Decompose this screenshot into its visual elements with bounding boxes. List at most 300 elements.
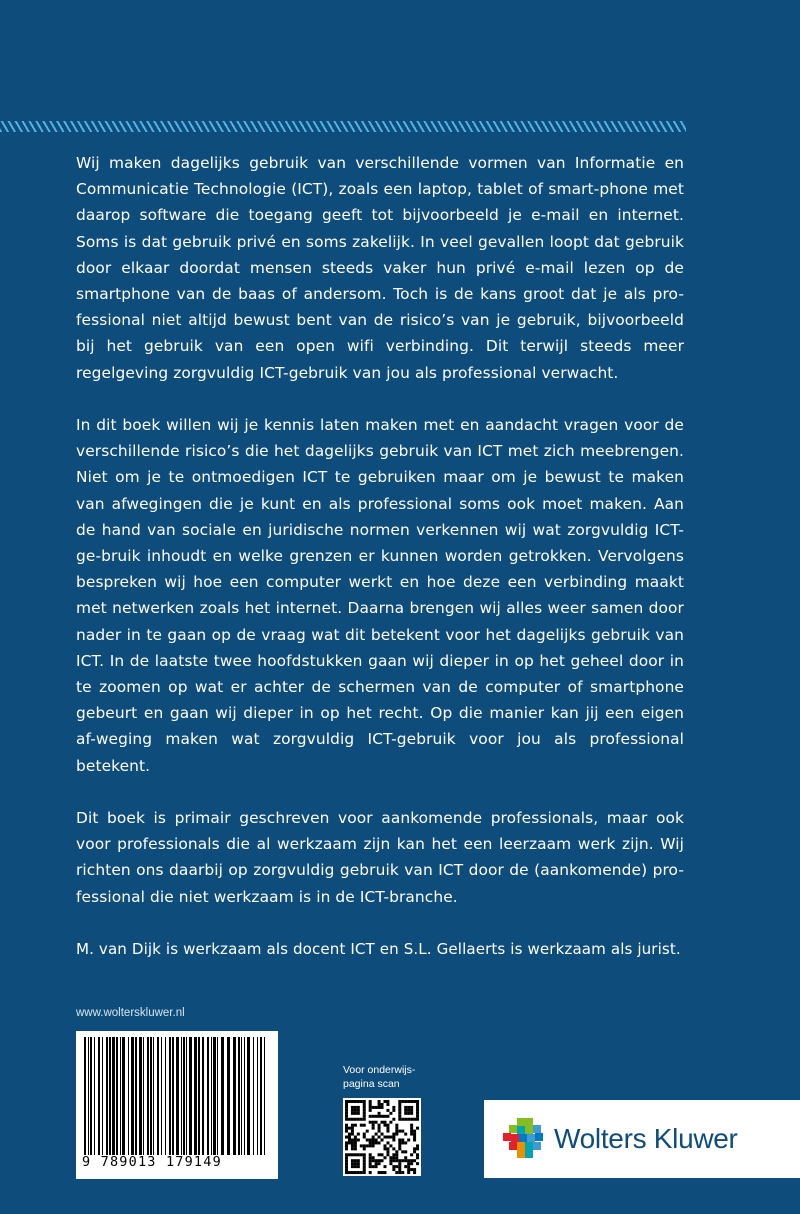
blurb-paragraph-1: Wij maken dagelijks gebruik van verschillende vormen van Informatie en Communicatie Technologie (ICT), zoals een laptop, tablet of smart-phone met daarop software die toegang geeft tot bijvoorbeeld je e-mail en internet. Soms is dat gebruik privé en soms zakelijk. In veel gevallen loopt dat gebruik door elkaar doordat mensen steeds vaker hun privé e-mail lezen op de smartphone van de baas of andersom. Toch is de kans groot dat je als pro-fessional niet altijd bewust bent van de risico’s van je gebruik, bijvoorbeeld bij het gebruik van een open wifi verbinding. Dit terwijl steeds meer regelgeving zorgvuldig ICT-gebruik van jou als professional verwacht. <box>76 154 684 382</box>
barcode-bar <box>207 1037 209 1155</box>
barcode-bar <box>102 1037 103 1155</box>
qr-module <box>354 1165 357 1168</box>
barcode-bar <box>153 1037 154 1155</box>
qr-module <box>386 1130 389 1133</box>
qr-module <box>345 1109 348 1112</box>
qr-module <box>345 1112 348 1115</box>
qr-module <box>372 1106 375 1109</box>
qr-module <box>369 1100 372 1103</box>
barcode-bar <box>112 1037 115 1155</box>
qr-module <box>413 1168 416 1171</box>
qr-module <box>348 1141 351 1144</box>
barcode-bar <box>238 1037 240 1155</box>
qr-module <box>401 1171 404 1174</box>
qr-module <box>351 1118 354 1121</box>
qr-module <box>389 1136 392 1139</box>
qr-module <box>404 1133 407 1136</box>
qr-module <box>416 1112 419 1115</box>
qr-module <box>416 1109 419 1112</box>
qr-module <box>354 1112 357 1115</box>
qr-module <box>395 1133 398 1136</box>
barcode-bar <box>247 1037 250 1155</box>
barcode-bar <box>176 1037 179 1155</box>
qr-module <box>372 1124 375 1127</box>
qr-module <box>360 1100 363 1103</box>
qr-module <box>360 1118 363 1121</box>
qr-caption <box>343 1063 433 1091</box>
qr-module <box>392 1165 395 1168</box>
qr-module <box>354 1138 357 1141</box>
qr-module <box>345 1153 348 1156</box>
qr-module <box>351 1133 354 1136</box>
qr-module <box>348 1127 351 1130</box>
qr-module <box>413 1100 416 1103</box>
qr-module <box>378 1100 381 1103</box>
publisher-name: Wolters Kluwer <box>554 1123 738 1154</box>
qr-module <box>378 1153 381 1156</box>
qr-module <box>369 1144 372 1147</box>
qr-module <box>404 1141 407 1144</box>
qr-module <box>389 1156 392 1159</box>
qr-module <box>416 1144 419 1147</box>
qr-module <box>378 1115 381 1118</box>
qr-module <box>395 1159 398 1162</box>
qr-module <box>389 1159 392 1162</box>
qr-module <box>348 1136 351 1139</box>
barcode-icon <box>82 1037 272 1155</box>
qr-module <box>363 1144 366 1147</box>
barcode-bar <box>84 1037 86 1155</box>
qr-module <box>395 1153 398 1156</box>
qr-module <box>395 1156 398 1159</box>
qr-module <box>386 1127 389 1130</box>
barcode-bar <box>181 1037 182 1155</box>
qr-module <box>386 1150 389 1153</box>
qr-module <box>363 1168 366 1171</box>
qr-module <box>372 1144 375 1147</box>
qr-module <box>410 1106 413 1109</box>
authors-paragraph: M. van Dijk is werkzaam als docent ICT en S.L. Gellaerts is werkzaam als jurist. <box>76 940 681 959</box>
qr-module <box>351 1124 354 1127</box>
qr-module <box>369 1171 372 1174</box>
qr-module <box>401 1141 404 1144</box>
qr-module <box>389 1144 392 1147</box>
qr-module <box>416 1162 419 1165</box>
qr-module <box>378 1127 381 1130</box>
qr-module <box>348 1100 351 1103</box>
qr-module <box>369 1103 372 1106</box>
qr-module <box>348 1138 351 1141</box>
qr-module <box>392 1168 395 1171</box>
qr-module <box>410 1130 413 1133</box>
back-cover-blurb <box>76 150 684 988</box>
qr-module <box>404 1159 407 1162</box>
qr-module <box>363 1124 366 1127</box>
qr-module <box>413 1130 416 1133</box>
qr-module <box>407 1112 410 1115</box>
qr-module <box>381 1106 384 1109</box>
qr-module <box>345 1130 348 1133</box>
qr-module <box>360 1171 363 1174</box>
qr-module <box>383 1156 386 1159</box>
qr-module <box>401 1138 404 1141</box>
qr-module <box>416 1100 419 1103</box>
qr-caption-line-2: pagina scan <box>343 1078 400 1090</box>
qr-module <box>407 1168 410 1171</box>
qr-module <box>398 1171 401 1174</box>
qr-module <box>381 1133 384 1136</box>
barcode-bar <box>165 1037 166 1155</box>
qr-module <box>398 1159 401 1162</box>
qr-module <box>345 1124 348 1127</box>
qr-module <box>354 1159 357 1162</box>
qr-module <box>378 1130 381 1133</box>
qr-module <box>351 1165 354 1168</box>
qr-module <box>372 1115 375 1118</box>
qr-module <box>345 1162 348 1165</box>
qr-module <box>404 1109 407 1112</box>
qr-module <box>354 1153 357 1156</box>
qr-module <box>372 1156 375 1159</box>
qr-module <box>386 1136 389 1139</box>
qr-module <box>398 1147 401 1150</box>
qr-module <box>357 1153 360 1156</box>
qr-module <box>375 1115 378 1118</box>
qr-module <box>357 1133 360 1136</box>
qr-module <box>398 1141 401 1144</box>
qr-module <box>410 1109 413 1112</box>
qr-module <box>357 1106 360 1109</box>
qr-module <box>378 1106 381 1109</box>
qr-module <box>372 1127 375 1130</box>
qr-module <box>354 1144 357 1147</box>
qr-module <box>407 1171 410 1174</box>
qr-module <box>345 1118 348 1121</box>
qr-module <box>351 1138 354 1141</box>
qr-module <box>386 1153 389 1156</box>
qr-module <box>398 1144 401 1147</box>
qr-module <box>375 1162 378 1165</box>
qr-module <box>354 1100 357 1103</box>
qr-module <box>395 1165 398 1168</box>
barcode-bar <box>128 1037 129 1155</box>
qr-module <box>357 1171 360 1174</box>
qr-module <box>383 1165 386 1168</box>
qr-module <box>383 1136 386 1139</box>
qr-module <box>363 1159 366 1162</box>
barcode-bar <box>122 1037 125 1155</box>
qr-module <box>345 1165 348 1168</box>
qr-module <box>398 1106 401 1109</box>
qr-module <box>416 1153 419 1156</box>
qr-module <box>351 1144 354 1147</box>
qr-module <box>395 1124 398 1127</box>
qr-module <box>357 1112 360 1115</box>
qr-module <box>369 1159 372 1162</box>
qr-module <box>363 1153 366 1156</box>
qr-module <box>383 1144 386 1147</box>
barcode-bar <box>172 1037 174 1155</box>
qr-module <box>348 1133 351 1136</box>
qr-module <box>375 1165 378 1168</box>
isbn-barcode <box>76 1031 278 1179</box>
qr-module <box>363 1112 366 1115</box>
barcode-bar <box>88 1037 89 1155</box>
qr-module <box>363 1156 366 1159</box>
qr-module <box>381 1121 384 1124</box>
qr-module <box>389 1121 392 1124</box>
qr-module <box>392 1118 395 1121</box>
qr-module <box>345 1171 348 1174</box>
qr-module <box>369 1141 372 1144</box>
qr-module <box>413 1147 416 1150</box>
qr-module <box>410 1127 413 1130</box>
barcode-bar <box>169 1037 171 1155</box>
qr-module <box>383 1171 386 1174</box>
qr-module <box>416 1156 419 1159</box>
qr-module <box>386 1147 389 1150</box>
publisher-logo-panel <box>484 1100 800 1178</box>
barcode-bar <box>241 1037 242 1155</box>
qr-module <box>410 1168 413 1171</box>
qr-module <box>383 1115 386 1118</box>
qr-module <box>345 1147 348 1150</box>
qr-module <box>363 1100 366 1103</box>
qr-module <box>372 1159 375 1162</box>
qr-module <box>398 1100 401 1103</box>
qr-module <box>345 1115 348 1118</box>
qr-module <box>410 1118 413 1121</box>
qr-module <box>392 1133 395 1136</box>
blurb-paragraph-2: In dit boek willen wij je kennis laten maken met en aandacht vragen voor de verschillende risico’s die het dagelijks gebruik van ICT met zich meebrengen. Niet om je te ontmoedigen ICT te gebruiken maar om je bewust te maken van afwegingen die je kunt en als professional soms ook moet maken. Aan de hand van sociale en juridische normen verkennen wij wat zorgvuldig ICT-ge-bruik inhoudt en welke grenzen er kunnen worden getrokken. Vervolgens bespreken wij hoe een computer werkt en hoe deze een verbinding maakt met netwerken zoals het internet. Daarna brengen wij alles weer samen door nader in te gaan op de vraag wat dit betekent voor het dagelijks gebruik van ICT. In de laatste twee hoofdstukken gaan wij dieper in op het geheel door in te zoomen op wat er achter de schermen van de computer of smartphone gebeurt en gaan wij dieper in op het recht. Op die manier kan jij een eigen af-weging maken wat zorgvuldig ICT-gebruik voor jou als professional betekent. <box>76 416 684 775</box>
qr-module <box>354 1124 357 1127</box>
qr-module <box>375 1138 378 1141</box>
qr-module <box>398 1165 401 1168</box>
qr-module <box>416 1115 419 1118</box>
qr-module <box>378 1124 381 1127</box>
qr-module <box>345 1144 348 1147</box>
barcode-bar <box>90 1037 92 1155</box>
barcode-bar <box>233 1037 236 1155</box>
barcode-bar <box>221 1037 224 1155</box>
qr-module <box>351 1159 354 1162</box>
qr-module <box>369 1138 372 1141</box>
qr-module <box>348 1118 351 1121</box>
qr-module <box>386 1115 389 1118</box>
qr-module <box>392 1156 395 1159</box>
qr-module <box>416 1127 419 1130</box>
qr-module <box>351 1106 354 1109</box>
qr-code[interactable] <box>343 1098 421 1176</box>
qr-module <box>369 1121 372 1124</box>
qr-module <box>401 1118 404 1121</box>
qr-module <box>398 1138 401 1141</box>
qr-module <box>389 1112 392 1115</box>
qr-module <box>378 1171 381 1174</box>
qr-module <box>345 1141 348 1144</box>
qr-module <box>363 1109 366 1112</box>
barcode-bar <box>264 1037 265 1155</box>
publisher-website[interactable]: www.wolterskluwer.nl <box>76 1007 185 1019</box>
qr-module <box>360 1153 363 1156</box>
qr-module <box>360 1144 363 1147</box>
qr-module <box>381 1171 384 1174</box>
qr-module <box>345 1100 348 1103</box>
qr-module <box>386 1141 389 1144</box>
qr-module <box>395 1150 398 1153</box>
qr-module <box>410 1153 413 1156</box>
qr-module <box>366 1130 369 1133</box>
qr-module <box>351 1109 354 1112</box>
qr-module <box>413 1159 416 1162</box>
barcode-bar <box>157 1037 159 1155</box>
qr-module <box>395 1130 398 1133</box>
qr-module <box>407 1165 410 1168</box>
qr-module <box>357 1159 360 1162</box>
qr-module <box>363 1106 366 1109</box>
qr-module <box>383 1124 386 1127</box>
qr-module <box>369 1162 372 1165</box>
qr-module <box>369 1115 372 1118</box>
qr-code-icon <box>343 1098 421 1176</box>
qr-module <box>404 1106 407 1109</box>
barcode-bar <box>143 1037 144 1155</box>
qr-module <box>383 1100 386 1103</box>
qr-module <box>407 1162 410 1165</box>
qr-module <box>407 1118 410 1121</box>
qr-module <box>392 1159 395 1162</box>
qr-module <box>395 1171 398 1174</box>
barcode-bar <box>211 1037 212 1155</box>
qr-module <box>386 1109 389 1112</box>
qr-module <box>351 1141 354 1144</box>
qr-module <box>345 1106 348 1109</box>
barcode-bar <box>183 1037 185 1155</box>
qr-module <box>413 1118 416 1121</box>
qr-module <box>410 1112 413 1115</box>
barcode-bar <box>161 1037 162 1155</box>
qr-module <box>401 1159 404 1162</box>
qr-module <box>357 1109 360 1112</box>
qr-module <box>372 1138 375 1141</box>
qr-module <box>351 1171 354 1174</box>
qr-module <box>413 1150 416 1153</box>
barcode-bar <box>244 1037 245 1155</box>
qr-module <box>404 1156 407 1159</box>
barcode-bar <box>227 1037 230 1155</box>
qr-module <box>351 1112 354 1115</box>
qr-module <box>381 1159 384 1162</box>
qr-module <box>381 1115 384 1118</box>
barcode-bar <box>139 1037 142 1155</box>
qr-module <box>398 1162 401 1165</box>
qr-module <box>416 1147 419 1150</box>
qr-module <box>369 1156 372 1159</box>
barcode-bar <box>257 1037 258 1155</box>
qr-caption-line-1: Voor onderwijs- <box>343 1064 416 1076</box>
qr-module <box>354 1141 357 1144</box>
qr-module <box>363 1165 366 1168</box>
qr-module <box>410 1100 413 1103</box>
qr-module <box>351 1130 354 1133</box>
barcode-bar <box>120 1037 121 1155</box>
qr-module <box>378 1141 381 1144</box>
qr-module <box>372 1165 375 1168</box>
qr-module <box>392 1138 395 1141</box>
qr-module <box>369 1165 372 1168</box>
qr-module <box>381 1138 384 1141</box>
qr-module <box>369 1106 372 1109</box>
qr-module <box>351 1162 354 1165</box>
qr-module <box>363 1133 366 1136</box>
qr-module <box>354 1118 357 1121</box>
qr-module <box>392 1153 395 1156</box>
qr-module <box>378 1136 381 1139</box>
qr-module <box>404 1112 407 1115</box>
qr-module <box>410 1124 413 1127</box>
qr-module <box>407 1109 410 1112</box>
barcode-bar <box>116 1037 118 1155</box>
qr-module <box>401 1100 404 1103</box>
qr-module <box>416 1103 419 1106</box>
qr-module <box>372 1141 375 1144</box>
qr-module <box>410 1162 413 1165</box>
barcode-bar <box>98 1037 100 1155</box>
barcode-bar <box>217 1037 218 1155</box>
decorative-stripe <box>0 121 686 132</box>
qr-module <box>366 1144 369 1147</box>
qr-module <box>413 1138 416 1141</box>
qr-module <box>369 1109 372 1112</box>
qr-module <box>354 1147 357 1150</box>
qr-module <box>363 1147 366 1150</box>
qr-module <box>345 1136 348 1139</box>
qr-module <box>413 1171 416 1174</box>
qr-module <box>404 1118 407 1121</box>
qr-module <box>348 1171 351 1174</box>
qr-module <box>383 1147 386 1150</box>
qr-module <box>375 1159 378 1162</box>
qr-module <box>413 1136 416 1139</box>
qr-module <box>372 1121 375 1124</box>
qr-module <box>398 1118 401 1121</box>
qr-module <box>398 1115 401 1118</box>
qr-module <box>357 1138 360 1141</box>
barcode-bar <box>109 1037 111 1155</box>
qr-module <box>383 1121 386 1124</box>
qr-module <box>381 1153 384 1156</box>
qr-module <box>369 1153 372 1156</box>
qr-module <box>351 1100 354 1103</box>
qr-module <box>410 1159 413 1162</box>
qr-module <box>363 1103 366 1106</box>
qr-module <box>381 1103 384 1106</box>
qr-module <box>407 1106 410 1109</box>
qr-module <box>378 1112 381 1115</box>
qr-module <box>401 1150 404 1153</box>
qr-module <box>375 1133 378 1136</box>
qr-module <box>354 1136 357 1139</box>
qr-module <box>392 1106 395 1109</box>
barcode-bar <box>213 1037 216 1155</box>
barcode-bar <box>189 1037 192 1155</box>
qr-module <box>345 1168 348 1171</box>
qr-module <box>401 1130 404 1133</box>
qr-module <box>416 1118 419 1121</box>
qr-module <box>357 1100 360 1103</box>
qr-module <box>345 1103 348 1106</box>
qr-module <box>389 1162 392 1165</box>
